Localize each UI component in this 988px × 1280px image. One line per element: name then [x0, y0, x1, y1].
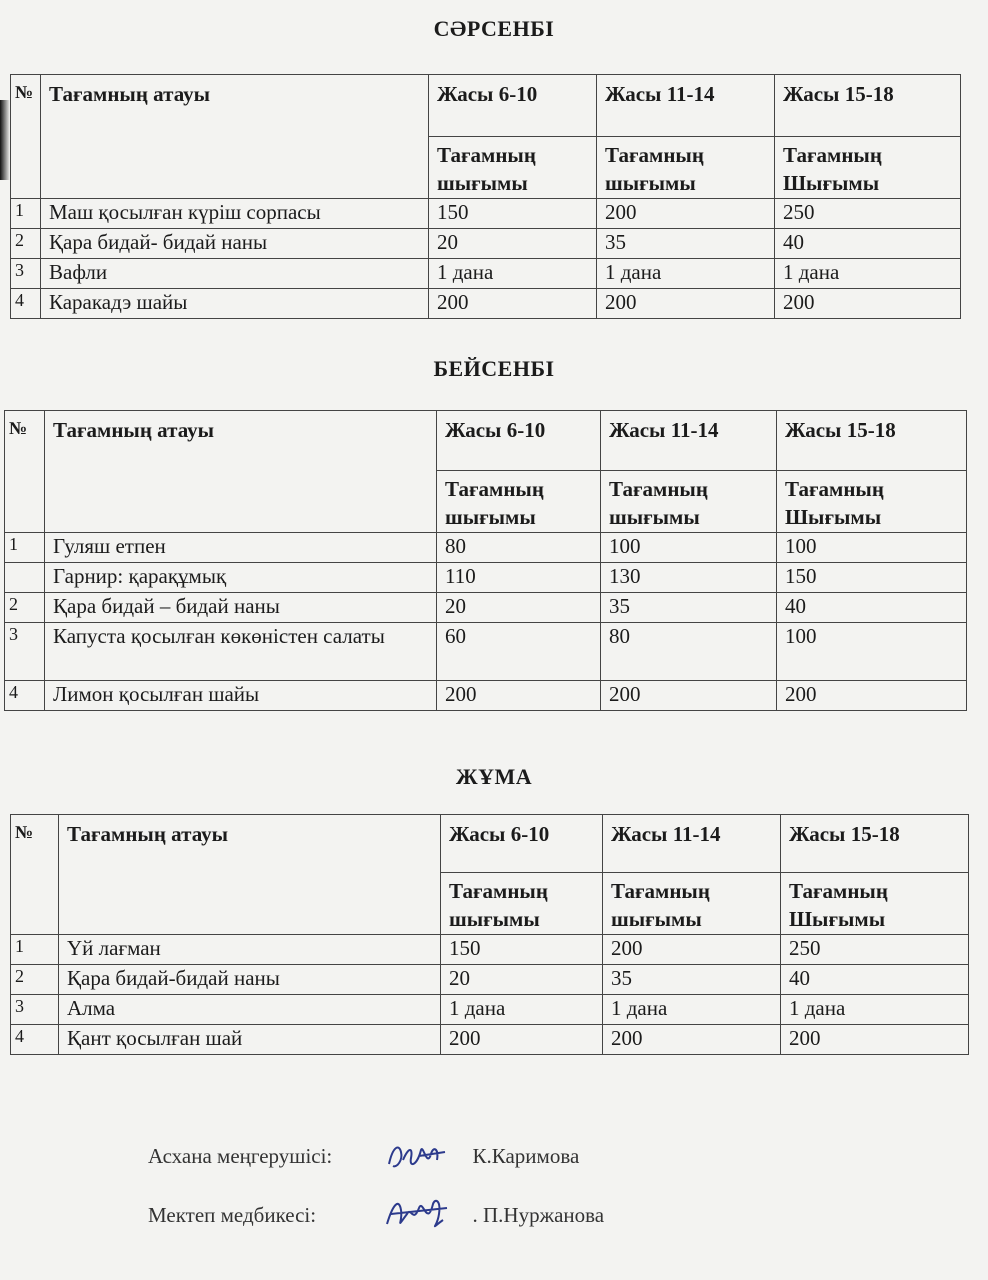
subheader-yield: Тағамның шығымы: [597, 137, 775, 199]
value-15-18: 250: [781, 935, 969, 965]
row-num: 1: [11, 935, 59, 965]
value-15-18: 40: [775, 229, 961, 259]
signature-row-school-nurse: [148, 1194, 604, 1240]
header-age-11-14: Жасы 11-14: [601, 411, 777, 471]
value-6-10: 60: [437, 623, 601, 681]
header-age-11-14: Жасы 11-14: [597, 75, 775, 137]
subheader-yield: Тағамның шығымы: [603, 873, 781, 935]
table-row: [11, 965, 969, 995]
table-row: [11, 995, 969, 1025]
signature-row-canteen-head: [148, 1138, 579, 1178]
menu-table-wednesday: [10, 74, 961, 319]
table-row: [5, 623, 967, 681]
value-6-10: 200: [429, 289, 597, 319]
row-num: [5, 563, 45, 593]
row-num: 2: [11, 229, 41, 259]
subheader-yield: Тағамның шығымы: [429, 137, 597, 199]
dish-name: Гарнир: қарақұмық: [45, 563, 437, 593]
header-age-11-14: Жасы 11-14: [603, 815, 781, 873]
dish-name: Қара бидай-бидай наны: [59, 965, 441, 995]
row-num: 2: [11, 965, 59, 995]
dish-name: Маш қосылған күріш сорпасы: [41, 199, 429, 229]
subheader-yield: Тағамның шығымы: [601, 471, 777, 533]
dish-name: Алма: [59, 995, 441, 1025]
row-num: 2: [5, 593, 45, 623]
signatory-name: К.Каримова: [472, 1143, 580, 1168]
value-6-10: 110: [437, 563, 601, 593]
table-row: [11, 199, 961, 229]
dish-name: Капуста қосылған көкөністен салаты: [45, 623, 437, 681]
header-age-15-18: Жасы 15-18: [781, 815, 969, 873]
subheader-yield: Тағамның Шығымы: [777, 471, 967, 533]
dish-name: Үй лағман: [59, 935, 441, 965]
header-dish-name: Тағамның атауы: [59, 815, 441, 935]
table-row: [11, 1025, 969, 1055]
value-15-18: 1 дана: [781, 995, 969, 1025]
page-shadow-edge: [0, 100, 10, 180]
value-11-14: 35: [597, 229, 775, 259]
table-header-row: [11, 815, 969, 873]
day-title-friday: ЖҰМА: [455, 764, 533, 789]
table-row: [11, 935, 969, 965]
table-header-row: [5, 411, 967, 471]
value-15-18: 100: [777, 533, 967, 563]
row-num: 3: [5, 623, 45, 681]
row-num: 3: [11, 995, 59, 1025]
handwritten-signature: [383, 1194, 463, 1240]
day-title-wednesday: СӘРСЕНБІ: [433, 16, 555, 41]
table-row: [5, 533, 967, 563]
value-15-18: 100: [777, 623, 967, 681]
header-age-15-18: Жасы 15-18: [777, 411, 967, 471]
table-row: [5, 563, 967, 593]
value-6-10: 80: [437, 533, 601, 563]
value-11-14: 1 дана: [597, 259, 775, 289]
header-dish-name: Тағамның атауы: [41, 75, 429, 199]
table-row: [5, 593, 967, 623]
handwritten-signature: [383, 1138, 463, 1178]
value-15-18: 250: [775, 199, 961, 229]
value-11-14: 35: [603, 965, 781, 995]
header-num: №: [11, 75, 41, 199]
subheader-yield: Тағамның Шығымы: [775, 137, 961, 199]
table-row: [11, 259, 961, 289]
value-6-10: 20: [441, 965, 603, 995]
table-row: [11, 229, 961, 259]
day-title-thursday: БЕЙСЕНБІ: [433, 356, 555, 381]
value-6-10: 150: [441, 935, 603, 965]
signature-label: Асхана меңгерушісі:: [148, 1143, 333, 1168]
row-num: 1: [11, 199, 41, 229]
dish-name: Гуляш етпен: [45, 533, 437, 563]
value-11-14: 200: [603, 935, 781, 965]
row-num: 4: [5, 681, 45, 711]
subheader-yield: Тағамның шығымы: [441, 873, 603, 935]
value-15-18: 200: [781, 1025, 969, 1055]
dish-name: Қант қосылған шай: [59, 1025, 441, 1055]
header-age-15-18: Жасы 15-18: [775, 75, 961, 137]
value-11-14: 35: [601, 593, 777, 623]
value-6-10: 1 дана: [429, 259, 597, 289]
row-num: 1: [5, 533, 45, 563]
value-6-10: 20: [429, 229, 597, 259]
header-age-6-10: Жасы 6-10: [437, 411, 601, 471]
value-6-10: 20: [437, 593, 601, 623]
subheader-yield: Тағамның Шығымы: [781, 873, 969, 935]
row-num: 4: [11, 1025, 59, 1055]
dish-name: Вафли: [41, 259, 429, 289]
value-15-18: 40: [777, 593, 967, 623]
value-11-14: 200: [597, 289, 775, 319]
header-age-6-10: Жасы 6-10: [429, 75, 597, 137]
header-age-6-10: Жасы 6-10: [441, 815, 603, 873]
menu-table-friday: [10, 814, 969, 1055]
value-6-10: 200: [441, 1025, 603, 1055]
header-dish-name: Тағамның атауы: [45, 411, 437, 533]
dish-name: Қара бидай- бидай наны: [41, 229, 429, 259]
dish-name: Лимон қосылған шайы: [45, 681, 437, 711]
value-11-14: 1 дана: [603, 995, 781, 1025]
value-6-10: 150: [429, 199, 597, 229]
value-11-14: 200: [603, 1025, 781, 1055]
value-6-10: 200: [437, 681, 601, 711]
value-15-18: 200: [777, 681, 967, 711]
value-15-18: 150: [777, 563, 967, 593]
value-11-14: 130: [601, 563, 777, 593]
value-6-10: 1 дана: [441, 995, 603, 1025]
subheader-yield: Тағамның шығымы: [437, 471, 601, 533]
signature-label: Мектеп медбикесі:: [148, 1202, 317, 1227]
value-11-14: 80: [601, 623, 777, 681]
value-15-18: 200: [775, 289, 961, 319]
signatory-name: . П.Нуржанова: [472, 1202, 605, 1227]
dish-name: Каракадэ шайы: [41, 289, 429, 319]
header-num: №: [5, 411, 45, 533]
table-row: [5, 681, 967, 711]
dish-name: Қара бидай – бидай наны: [45, 593, 437, 623]
header-num: №: [11, 815, 59, 935]
row-num: 3: [11, 259, 41, 289]
value-15-18: 1 дана: [775, 259, 961, 289]
value-11-14: 200: [601, 681, 777, 711]
table-row: [11, 289, 961, 319]
value-11-14: 200: [597, 199, 775, 229]
value-15-18: 40: [781, 965, 969, 995]
row-num: 4: [11, 289, 41, 319]
value-11-14: 100: [601, 533, 777, 563]
table-header-row: [11, 75, 961, 137]
menu-table-thursday: [4, 410, 967, 711]
